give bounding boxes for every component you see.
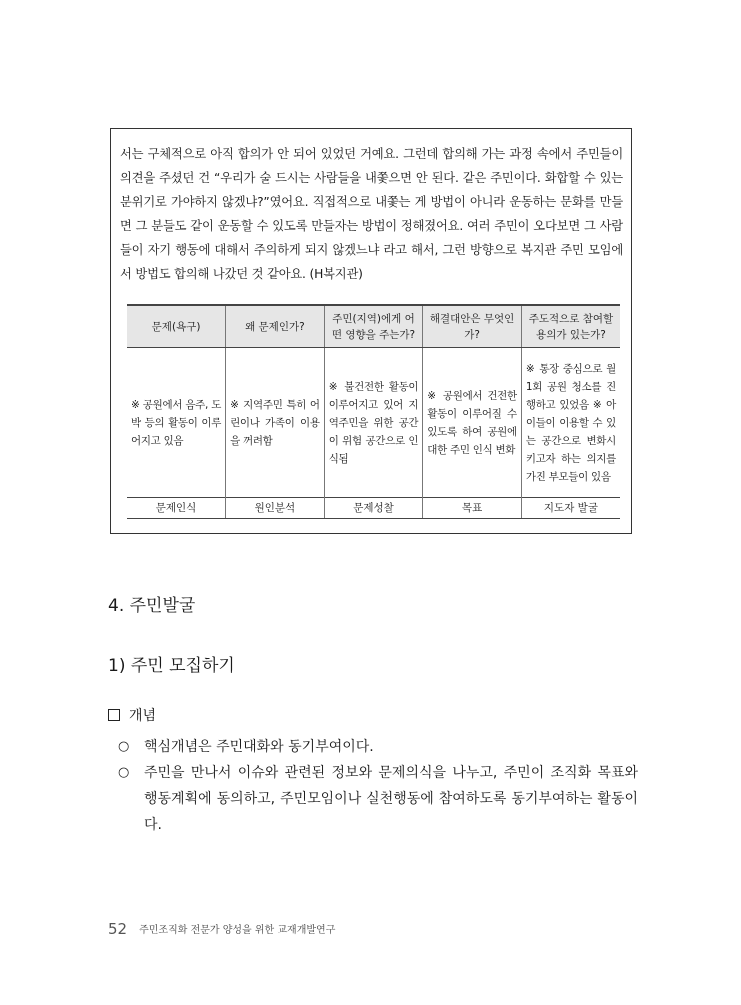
- table-row: [127, 348, 620, 498]
- table-footer-row: [127, 498, 620, 519]
- table-cell: ※ 공원에서 건전한 활동이 이루어질 수 있도록 하여 공원에 대한 주민 인식 변화: [423, 348, 522, 498]
- table-cell: ※ 불건전한 활동이 이루어지고 있어 지역주민을 위한 공간이 위험 공간으로 인식됨: [324, 348, 423, 498]
- table-cell: ※ 공원에서 음주, 도박 등의 활동이 이루어지고 있음: [127, 348, 226, 498]
- table-cell: ※ 통장 중심으로 월 1회 공원 청소를 진행하고 있었음 ※ 아이들이 이용할 수 있는 공간으로 변화시키고자 하는 의지를 가진 부모들이 있음: [521, 348, 620, 498]
- circle-bullet-icon: ○: [118, 765, 130, 780]
- list-item: [118, 734, 638, 760]
- concept-label: 개념: [129, 708, 157, 724]
- concept-label-row: [108, 705, 156, 725]
- page-footer: [108, 920, 335, 938]
- section-heading: 4. 주민발굴: [108, 596, 196, 616]
- table-footer-cell: 문제인식: [127, 498, 226, 519]
- interview-quote-box: [110, 128, 632, 534]
- footer-title: 주민조직화 전문가 양성을 위한 교재개발연구: [139, 925, 336, 936]
- table-footer-cell: 지도자 발굴: [521, 498, 620, 519]
- subsection-heading: 1) 주민 모집하기: [108, 656, 235, 676]
- table-header-row: [127, 305, 620, 348]
- table-cell: ※ 지역주민 특히 어린이나 가족이 이용을 꺼려함: [226, 348, 325, 498]
- table-header-cell: 주민(지역)에게 어떤 영향을 주는가?: [324, 305, 423, 348]
- table-footer-cell: 목표: [423, 498, 522, 519]
- concept-bullet-list: [118, 734, 638, 838]
- table-footer-cell: 문제성찰: [324, 498, 423, 519]
- problem-analysis-table: [127, 304, 620, 519]
- table-header-cell: 왜 문제인가?: [226, 305, 325, 348]
- bullet-text: 핵심개념은 주민대화와 동기부여이다.: [144, 739, 374, 755]
- bullet-text: 주민을 만나서 이슈와 관련된 정보와 문제의식을 나누고, 주민이 조직화 목표와 행동계획에 동의하고, 주민모임이나 실천행동에 참여하도록 동기부여하는 활동이다.: [144, 765, 638, 833]
- page-number: 52: [108, 920, 128, 938]
- table-header-cell: 문제(욕구): [127, 305, 226, 348]
- circle-bullet-icon: ○: [118, 739, 130, 754]
- interview-quote-text: 서는 구체적으로 아직 합의가 안 되어 있었던 거예요. 그런데 합의해 가는 과정 속에서 주민들이 의견을 주셨던 건 “우리가 술 드시는 사람들을 내쫓으면 안 된다. 같은 주민이다. 화합할 수 있는 분위기로 가야하지 않겠냐?”였어요. 직접적으로 내쫓는 게 방법이 아니라 운동하는 문화를 만들면 그 분들도 같이 운동할 수 있도록 만들자는 방법이 정해졌어요. 여러 주민이 오다보면 그 사람들이 자기 행동에 대해서 주의하게 되지 않겠느냐 라고 해서, 그런 방향으로 복지관 주민 모임에서 방법도 합의해 나갔던 것 같아요. (H복지관): [120, 147, 623, 281]
- table-header-cell: 주도적으로 참여할 용의가 있는가?: [521, 305, 620, 348]
- checkbox-square-icon: [108, 709, 120, 721]
- table-header-cell: 해결대안은 무엇인가?: [423, 305, 522, 348]
- list-item: [118, 760, 638, 838]
- table-footer-cell: 원인분석: [226, 498, 325, 519]
